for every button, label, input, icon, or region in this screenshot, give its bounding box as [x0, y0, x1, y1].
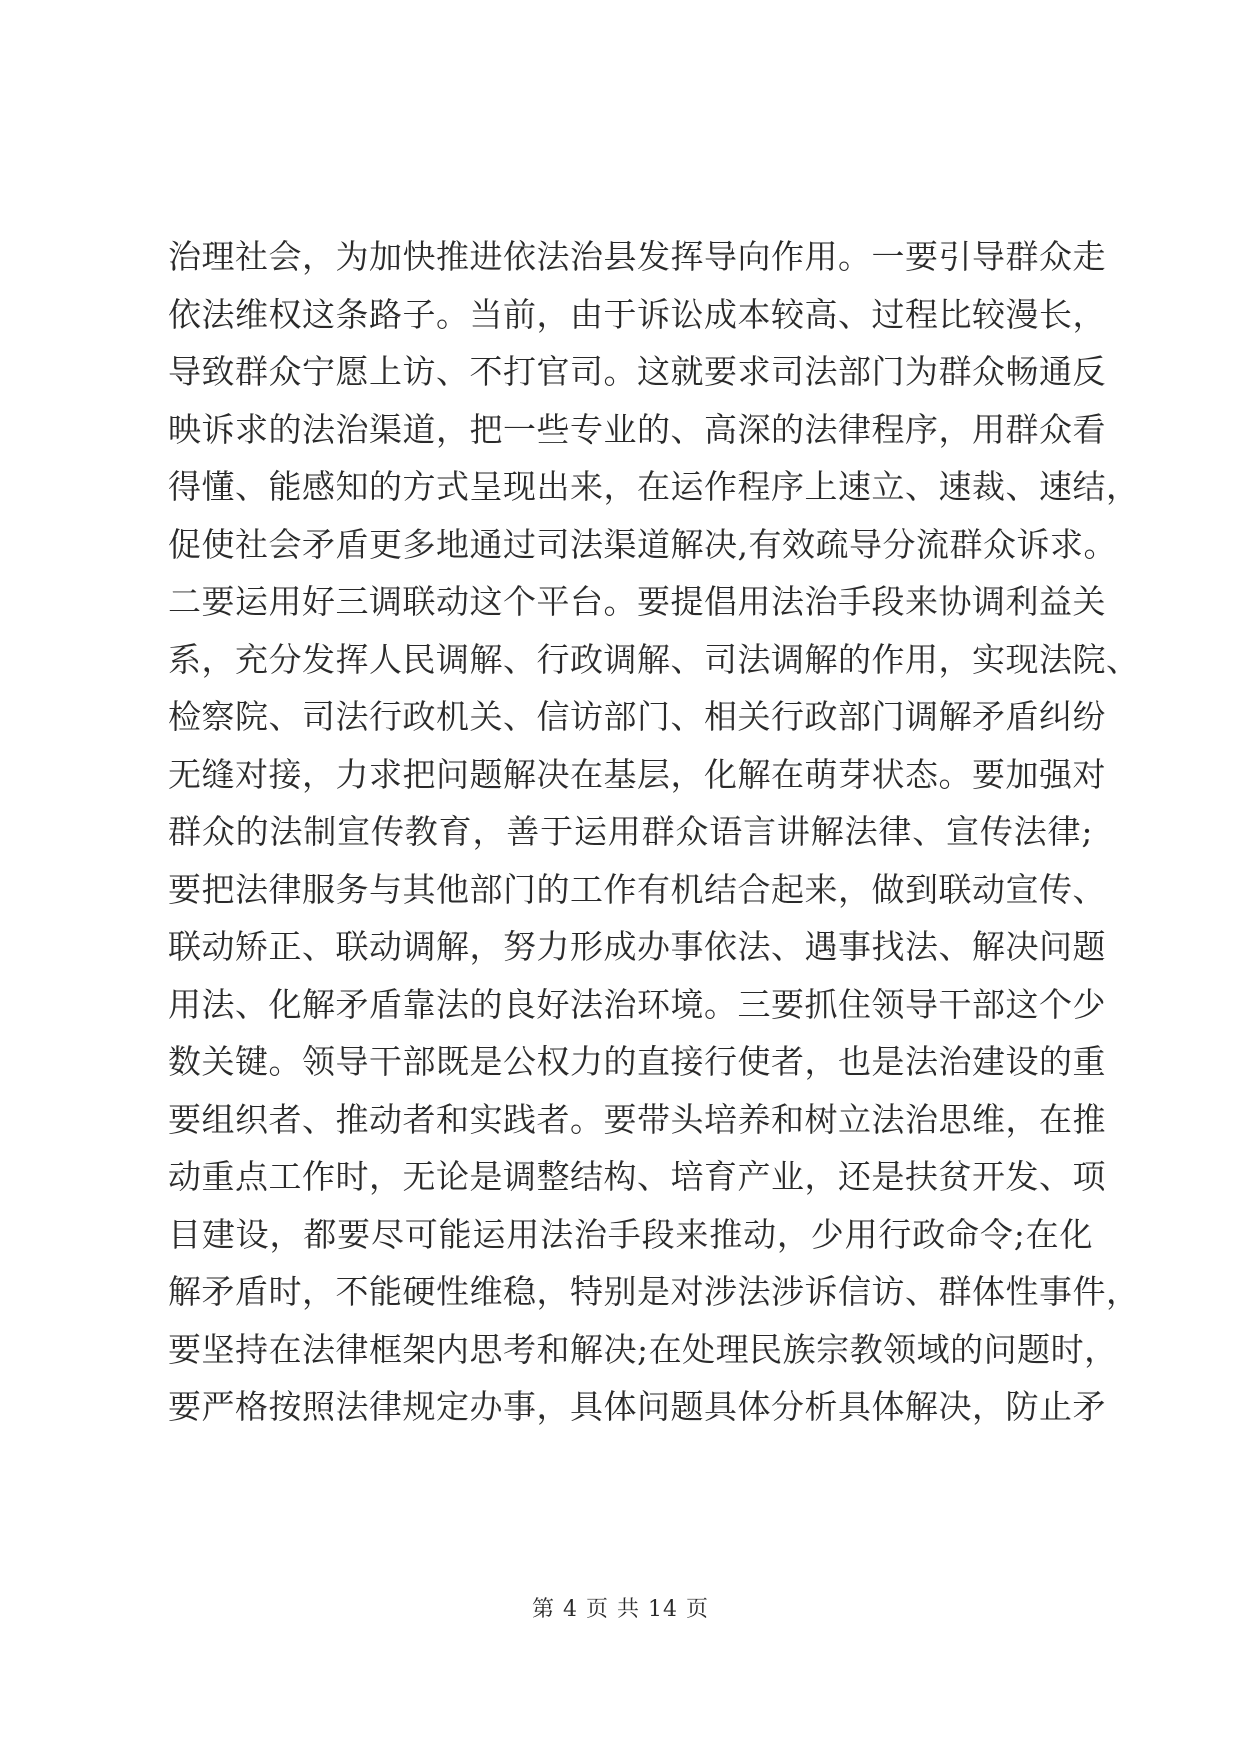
text-line: 解矛盾时，不能硬性维稳，特别是对涉法涉诉信访、群体性事件，: [168, 1272, 1140, 1311]
text-line: 要严格按照法律规定办事，具体问题具体分析具体解决，防止矛: [168, 1387, 1106, 1426]
text-line: 联动矫正、联动调解，努力形成办事依法、遇事找法、解决问题: [168, 927, 1106, 966]
text-line: 数关键。领导干部既是公权力的直接行使者，也是法治建设的重: [168, 1042, 1106, 1081]
body-paragraph: [168, 228, 1140, 1436]
text-line: 无缝对接，力求把问题解决在基层，化解在萌芽状态。要加强对: [168, 754, 1106, 794]
text-line: 群众的法制宣传教育，善于运用群众语言讲解法律、宣传法律;: [168, 812, 1093, 851]
page-number-footer: 第 4 页 共 14 页: [532, 1597, 709, 1622]
text-line: 二要运用好三调联动这个平台。要提倡用法治手段来协调利益关: [168, 582, 1106, 621]
text-line: 要组织者、推动者和实践者。要带头培养和树立法治思维，在推: [168, 1099, 1106, 1139]
text-line: 促使社会矛盾更多地通过司法渠道解决,有效疏导分流群众诉求。: [168, 524, 1117, 564]
text-line: 用法、化解矛盾靠法的良好法治环境。三要抓住领导干部这个少: [168, 984, 1106, 1024]
text-line: 治理社会，为加快推进依法治县发挥导向作用。一要引导群众走: [168, 237, 1106, 276]
text-line: 依法维权这条路子。当前，由于诉讼成本较高、过程比较漫长，: [168, 294, 1106, 334]
text-line: 要坚持在法律框架内思考和解决;在处理民族宗教领域的问题时，: [168, 1329, 1118, 1369]
text-line: 映诉求的法治渠道，把一些专业的、高深的法律程序，用群众看: [168, 409, 1106, 449]
text-line: 系，充分发挥人民调解、行政调解、司法调解的作用，实现法院、: [168, 639, 1140, 679]
text-line: 要把法律服务与其他部门的工作有机结合起来，做到联动宣传、: [168, 869, 1106, 909]
text-line: 得懂、能感知的方式呈现出来，在运作程序上速立、速裁、速结，: [168, 467, 1140, 506]
text-line: 目建设，都要尽可能运用法治手段来推动，少用行政命令;在化: [168, 1214, 1093, 1254]
text-line: 导致群众宁愿上访、不打官司。这就要求司法部门为群众畅通反: [168, 352, 1106, 391]
text-line: 检察院、司法行政机关、信访部门、相关行政部门调解矛盾纠纷: [168, 697, 1106, 736]
text-line: 动重点工作时，无论是调整结构、培育产业，还是扶贫开发、项: [168, 1157, 1106, 1196]
